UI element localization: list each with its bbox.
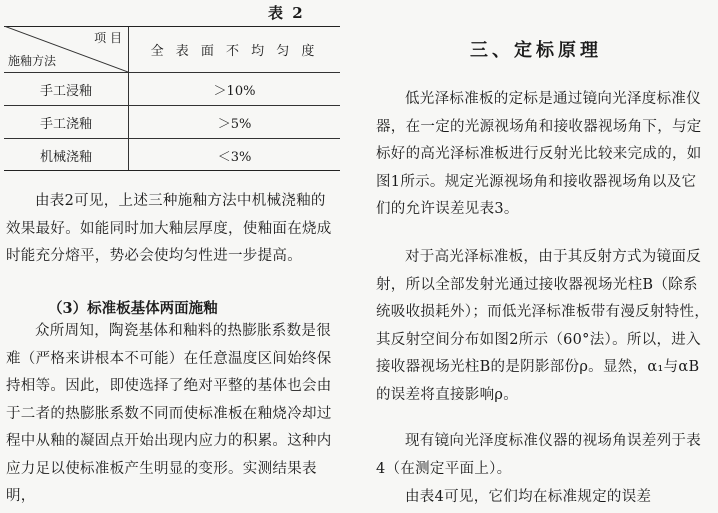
table-row xyxy=(4,73,340,106)
section-title: 三、定标原理 xyxy=(470,40,602,61)
table-row xyxy=(4,139,340,172)
row-value: ＞10% xyxy=(129,73,341,106)
row-method: 机械浇釉 xyxy=(4,139,129,172)
right-paragraph-2: 对于高光泽标准板，由于其反射方式为镜面反射，所以全部发射光通过接收器视场光柱B（除系统吸收损耗外）；而低光泽标准板带有漫反射特性，其反射空间分布如图2所示（60°法）。所以，进入接收器视场光柱B的是阴影部份ρ。显然，α₁与αB的误差将直接影响ρ。 xyxy=(376,249,710,403)
header-unevenness-label: 全 表 面 不 均 匀 度 xyxy=(150,43,319,59)
right-paragraph-4: 由表4可见，它们均在标准规定的误差 xyxy=(405,489,652,505)
table-corner-cell xyxy=(4,26,129,73)
row-value: ＞5% xyxy=(129,106,341,139)
table-row xyxy=(4,106,340,139)
header-item-label: 项 目 xyxy=(94,31,122,45)
left-paragraph-2: 众所周知，陶瓷基体和釉料的热膨胀系数是很难（严格来讲根本不可能）在任意温度区间始终保持相等。因此，即使选择了绝对平整的基体也会由于二者的热膨胀系数不同而使标准板在釉烧冷却过程中从釉的凝固点开始出现内应力的积累。这种内应力足以使标准板产生明显的变形。实测结果表明， xyxy=(6,323,332,504)
row-method: 手工浇釉 xyxy=(4,106,129,139)
subsection-heading: （3）标准板基体两面施釉 xyxy=(48,300,218,317)
right-paragraph-3: 现有镜向光泽度标准仪器的视场角误差列于表4（在测定平面上）。 xyxy=(376,433,701,477)
right-paragraph-1: 低光泽标准板的定标是通过镜向光泽度标准仪器，在一定的光源视场角和接收器视场角下，与定标好的高光泽标准板进行反射光比较来完成的，如图1所示。规定光源视场角和接收器视场角以及它们的允许误差见表3。 xyxy=(376,91,702,217)
left-paragraph-1: 由表2可见，上述三种施釉方法中机械浇釉的效果最好。如能同时加大釉层厚度，使釉面在烧成时能充分熔平，势必会使均匀性进一步提高。 xyxy=(6,193,332,264)
row-method: 手工浸釉 xyxy=(4,73,129,106)
table-header-row xyxy=(4,26,340,73)
header-method-label: 施釉方法 xyxy=(8,54,57,68)
table-2 xyxy=(4,26,340,171)
row-value: ＜3% xyxy=(129,139,341,172)
table-caption: 表 2 xyxy=(268,4,305,22)
data-table xyxy=(4,26,340,171)
